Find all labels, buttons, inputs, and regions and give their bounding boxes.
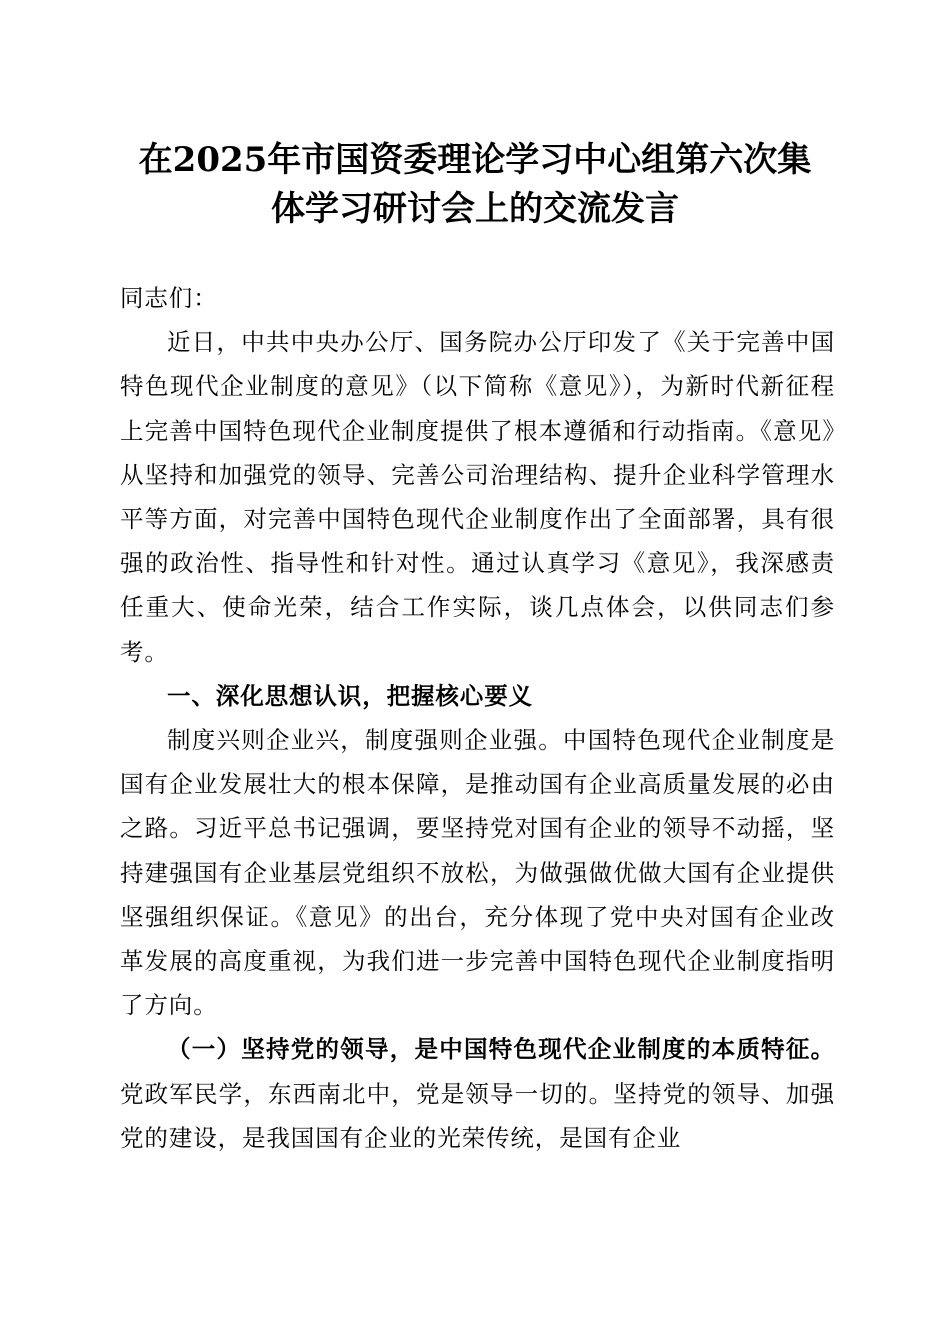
paragraph-intro: 近日，中共中央办公厅、国务院办公厅印发了《关于完善中国特色现代企业制度的意见》（以下简称《意见》），为新时代新征程上完善中国特色现代企业制度提供了根本遵循和行动指南。《意见》从坚持和加强党的领导、完善公司治理结构、提升企业科学管理水平等方面，对完善中国特色现代企业制度作出了全面部署，具有很强的政治性、指导性和针对性。通过认真学习《意见》，我深感责任重大、使命光荣，结合工作实际，谈几点体会，以供同志们参考。 bbox=[120, 328, 835, 666]
subsection-lead: （一）坚持党的领导，是中国特色现代企业制度的本质特征。 bbox=[167, 1035, 835, 1064]
greeting: 同志们： bbox=[120, 284, 218, 312]
title-line-1: 在2025年市国资委理论学习中心组第六次集 bbox=[138, 140, 812, 180]
paragraph-subsection-1 bbox=[120, 1027, 835, 1160]
document-title bbox=[100, 136, 850, 234]
document-body bbox=[120, 276, 835, 1160]
paragraph-section-1: 制度兴则企业兴，制度强则企业强。中国特色现代企业制度是国有企业发展壮大的根本保障，是推动国有企业高质量发展的必由之路。习近平总书记强调，要坚持党对国有企业的领导不动摇，坚持建强国有企业基层党组织不放松，为做强做优做大国有企业提供坚强组织保证。《意见》的出台，充分体现了党中央对国有企业改革发展的高度重视，为我们进一步完善中国特色现代企业制度指明了方向。 bbox=[120, 726, 835, 1020]
section-heading-1: 一、深化思想认识，把握核心要义 bbox=[167, 681, 533, 710]
title-line-2: 体学习研讨会上的交流发言 bbox=[271, 189, 679, 229]
subsection-text: 党政军民学，东西南北中，党是领导一切的。坚持党的领导、加强党的建设，是我国国有企业的光荣传统，是国有企业 bbox=[120, 1079, 835, 1152]
